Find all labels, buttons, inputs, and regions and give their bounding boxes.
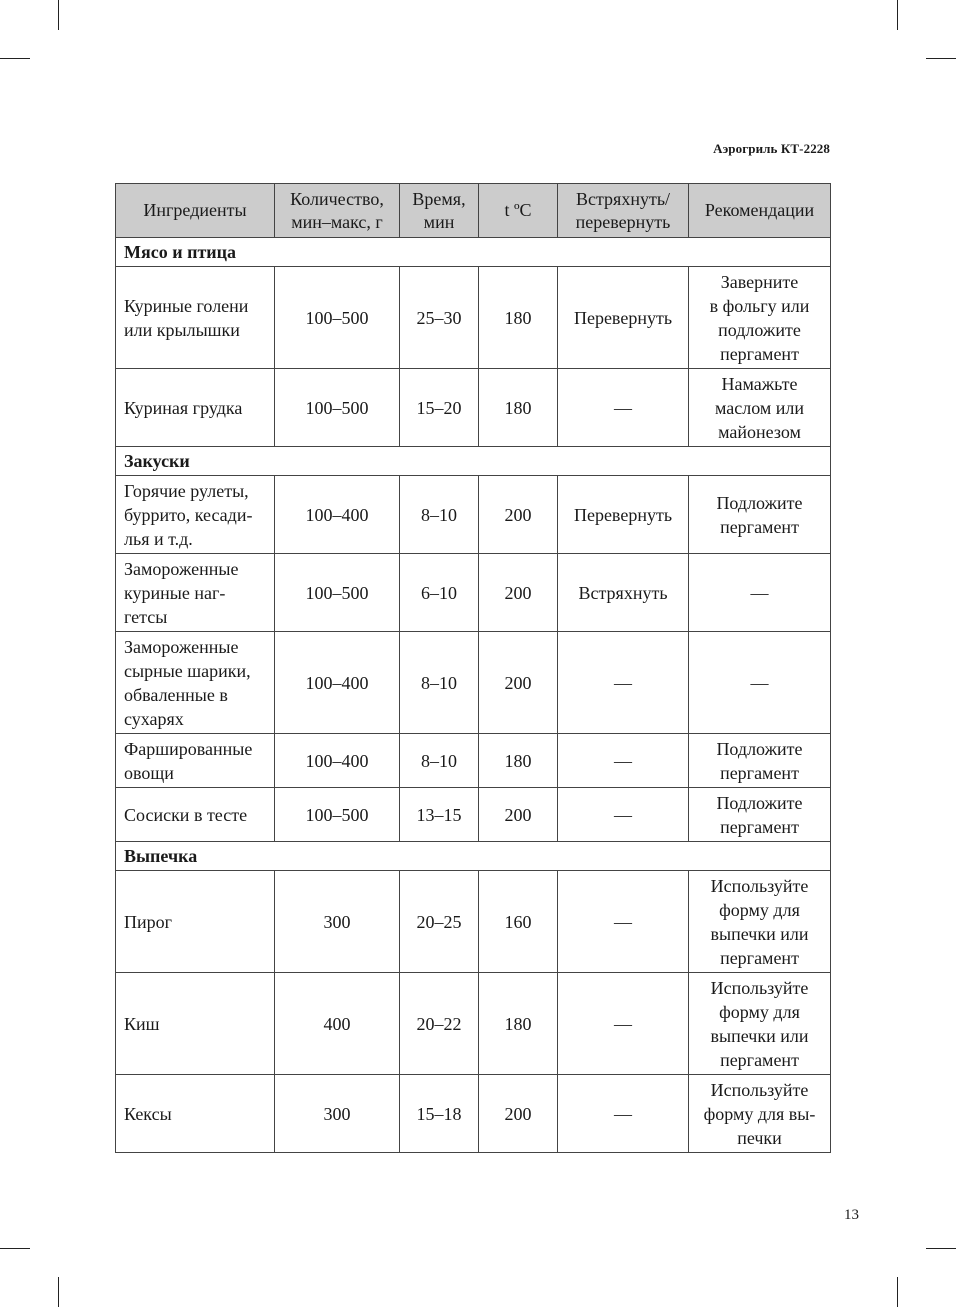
cell-line: Сосиски в тесте [124,804,248,825]
header-shake-flip [558,184,689,238]
time-cell: 8–10 [400,632,479,734]
temperature-cell: 180 [479,267,558,369]
time-cell: 15–20 [400,369,479,447]
cell-line: буррито, кесади- [124,504,253,525]
crop-mark [58,1277,59,1307]
crop-mark [0,1248,30,1249]
cell-line: Замороженные [124,558,239,579]
cell-line: Куриная грудка [124,397,243,418]
cell-line: Подложите [716,792,803,813]
action-cell: Перевернуть [558,267,689,369]
recommendation-cell [689,973,831,1075]
crop-mark [926,1248,956,1249]
time-cell: 15–18 [400,1075,479,1153]
quantity-cell: 400 [275,973,400,1075]
action-cell: — [558,369,689,447]
action-cell: — [558,788,689,842]
table-row [116,554,831,632]
time-cell: 8–10 [400,734,479,788]
cell-line: Пирог [124,911,173,932]
cell-line: пергамент [720,343,799,364]
cell-line: овощи [124,762,174,783]
action-cell: — [558,973,689,1075]
cell-line: пергамент [720,947,799,968]
table-header-row [116,184,831,238]
action-cell: — [558,1075,689,1153]
cell-line: Куриные голени [124,295,249,316]
cell-line: печки [737,1127,782,1148]
crop-mark [0,58,30,59]
quantity-cell: 100–400 [275,734,400,788]
cell-line: гетсы [124,606,168,627]
cell-line: куриные наг- [124,582,226,603]
time-cell: 13–15 [400,788,479,842]
cell-line: Кексы [124,1103,172,1124]
section-title: Выпечка [116,842,831,871]
section-row [116,447,831,476]
ingredient-cell [116,369,275,447]
section-title: Закуски [116,447,831,476]
time-cell: 20–25 [400,871,479,973]
header-recommendations [689,184,831,238]
cell-line: Фаршированные [124,738,253,759]
recommendation-cell [689,267,831,369]
time-cell: 20–22 [400,973,479,1075]
crop-mark [926,58,956,59]
table-row [116,476,831,554]
crop-mark [58,0,59,30]
cell-line: выпечки или [710,923,809,944]
section-title: Мясо и птица [116,238,831,267]
time-cell: 6–10 [400,554,479,632]
cell-line: пергамент [720,816,799,837]
temperature-cell: 180 [479,973,558,1075]
temperature-cell: 160 [479,871,558,973]
cell-line: форму для [719,1001,800,1022]
cell-line: — [750,672,769,693]
ingredient-cell [116,871,275,973]
crop-mark [897,0,898,30]
cell-line: Киш [124,1013,160,1034]
quantity-cell: 100–500 [275,554,400,632]
cell-line: маслом или [714,397,805,418]
cell-line: Ингредиенты [143,200,247,220]
table-row [116,788,831,842]
table-row [116,734,831,788]
action-cell: — [558,734,689,788]
table-row [116,1075,831,1153]
cell-line: в фольгу или [709,295,810,316]
quantity-cell: 100–500 [275,369,400,447]
table-row [116,973,831,1075]
action-cell: Перевернуть [558,476,689,554]
action-cell: — [558,871,689,973]
cell-line: форму для [719,899,800,920]
recommendation-cell [689,476,831,554]
table-row [116,632,831,734]
cell-line: выпечки или [710,1025,809,1046]
header-time [400,184,479,238]
cell-line: Замороженные [124,636,239,657]
cell-line: Рекомендации [704,200,815,220]
table-row [116,267,831,369]
ingredient-cell [116,973,275,1075]
recommendation-cell [689,554,831,632]
ingredient-cell [116,632,275,734]
recommendation-cell [689,369,831,447]
cell-line: обваленные в [124,684,228,705]
cooking-table [115,183,831,1153]
cell-line: Используйте [710,977,809,998]
action-cell: — [558,632,689,734]
temperature-cell: 200 [479,632,558,734]
cell-line: мин–макс, г [291,211,383,232]
section-row [116,842,831,871]
ingredient-cell [116,267,275,369]
recommendation-cell [689,1075,831,1153]
cell-line: мин [423,211,455,232]
ingredient-cell [116,1075,275,1153]
temperature-cell: 200 [479,788,558,842]
header-quantity [275,184,400,238]
cell-line: перевернуть [575,211,671,232]
temperature-cell: 200 [479,554,558,632]
cell-line: Используйте [710,1079,809,1100]
cell-line: пергамент [720,762,799,783]
cell-line: Используйте [710,875,809,896]
quantity-cell: 100–500 [275,788,400,842]
running-header: Аэрогриль КТ-2228 [713,141,830,156]
recommendation-cell [689,788,831,842]
cell-line: Заверните [720,271,799,292]
ingredient-cell [116,734,275,788]
recommendation-cell [689,632,831,734]
ingredient-cell [116,788,275,842]
temperature-cell: 180 [479,734,558,788]
table-row [116,369,831,447]
table-row [116,871,831,973]
header-ingredients [116,184,275,238]
quantity-cell: 300 [275,871,400,973]
cell-line: сухарях [124,708,184,729]
cell-line: пергамент [720,516,799,537]
quantity-cell: 300 [275,1075,400,1153]
ingredient-cell [116,554,275,632]
cell-line: Подложите [716,492,803,513]
quantity-cell: 100–500 [275,267,400,369]
cell-line: форму для вы- [703,1103,816,1124]
cell-line: майонезом [718,421,801,442]
page-number: 13 [844,1207,859,1223]
cell-line: t ºC [504,200,532,220]
cell-line: Горячие рулеты, [124,480,249,501]
cell-line: Количество, [290,188,384,209]
crop-mark [897,1277,898,1307]
recommendation-cell [689,734,831,788]
quantity-cell: 100–400 [275,476,400,554]
temperature-cell: 200 [479,476,558,554]
temperature-cell: 200 [479,1075,558,1153]
ingredient-cell [116,476,275,554]
time-cell: 25–30 [400,267,479,369]
cell-line: лья и т.д. [124,528,193,549]
header-temperature [479,184,558,238]
cell-line: Встряхнуть/ [575,188,671,209]
cell-line: сырные шарики, [124,660,251,681]
action-cell: Встряхнуть [558,554,689,632]
section-row [116,238,831,267]
cell-line: подложите [718,319,801,340]
cell-line: Намажьте [721,373,798,394]
quantity-cell: 100–400 [275,632,400,734]
cell-line: или крылышки [124,319,240,340]
temperature-cell: 180 [479,369,558,447]
time-cell: 8–10 [400,476,479,554]
cell-line: — [750,582,769,603]
recommendation-cell [689,871,831,973]
cell-line: Время, [412,188,466,209]
cell-line: пергамент [720,1049,799,1070]
cell-line: Подложите [716,738,803,759]
